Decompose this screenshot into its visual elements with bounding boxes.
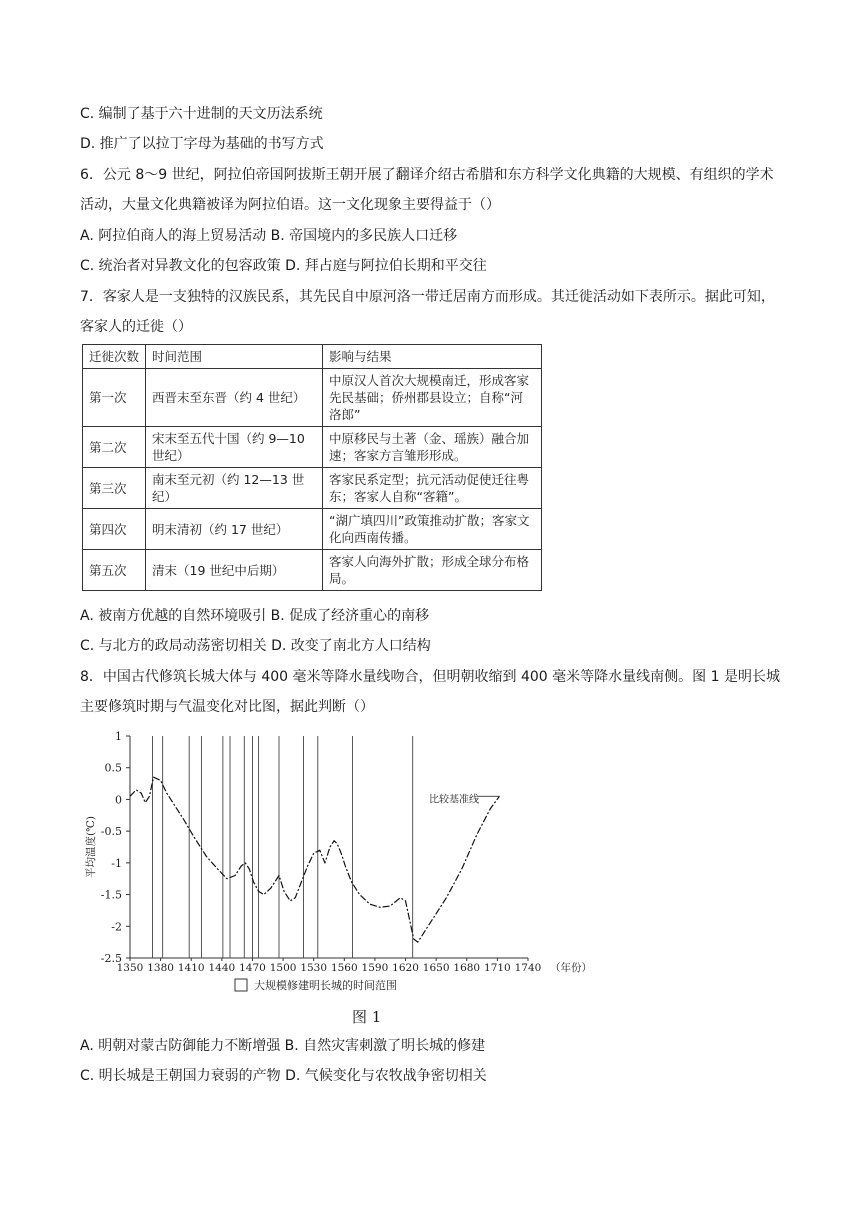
y-axis-label: 平均温度(℃): [85, 816, 97, 878]
baseline-label: 比较基准线: [429, 794, 480, 806]
y-tick-label: -1: [111, 856, 122, 870]
x-tick-label: 1560: [330, 962, 358, 974]
table-cell: 中原移民与土著（金、瑶族）融合加速；客家方言雏形形成。: [323, 427, 542, 468]
table-row: [83, 468, 542, 509]
x-tick-label: 1440: [208, 962, 236, 974]
table-row: [83, 509, 542, 550]
legend-swatch: [235, 979, 247, 991]
q7-options-cd: C. 与北方的政局动荡密切相关 D. 改变了南北方人口结构: [80, 638, 431, 654]
q5-option-c: C. 编制了基于六十进制的天文历法系统: [80, 106, 323, 122]
table-cell: 西晋末至东晋（约 4 世纪）: [146, 369, 323, 427]
header-cell: 迁徙次数: [83, 345, 146, 369]
figure-caption: 图 1: [352, 1008, 382, 1026]
y-tick-label: 0: [115, 793, 122, 807]
table-cell: 第三次: [83, 468, 146, 509]
table-cell: 明末清初（约 17 世纪）: [146, 509, 323, 550]
x-tick-label: 1350: [116, 962, 144, 974]
x-tick-label: 1650: [422, 962, 450, 974]
header-cell: 影响与结果: [323, 345, 542, 369]
x-tick-label: 1590: [361, 962, 389, 974]
y-tick-label: 1: [115, 730, 122, 743]
table-row: [83, 369, 542, 427]
x-tick-label: 1710: [484, 962, 511, 974]
y-tick-label: -2.5: [100, 952, 122, 965]
q7-stem: 7．客家人是一支独特的汉族民系，其先民自中原河洛一带迁居南方而形成。其迁徙活动如下表所示。据此可知，客家人的迁徙（）: [80, 289, 775, 335]
table-row: [83, 550, 542, 591]
table-cell: 客家人向海外扩散；形成全球分布格局。: [323, 550, 542, 591]
x-tick-label: 1410: [177, 962, 205, 974]
table-header-row: [83, 345, 542, 369]
table-cell: 第二次: [83, 427, 146, 468]
header-cell: 时间范围: [146, 345, 323, 369]
x-tick-label: 1470: [239, 962, 266, 974]
table-cell: 第四次: [83, 509, 146, 550]
temperature-chart: [80, 728, 600, 1000]
q6-stem: 6．公元 8～9 世纪，阿拉伯帝国阿拔斯王朝开展了翻译介绍古希腊和东方科学文化典籍的大规模、有组织的学术活动，大量文化典籍被译为阿拉伯语。这一文化现象主要得益于（）: [80, 167, 774, 213]
q8-options-cd: C. 明长城是王朝国力衰弱的产物 D. 气候变化与农牧战争密切相关: [80, 1068, 487, 1084]
legend-label: 大规模修建明长城的时间范围: [254, 979, 397, 992]
table-cell: 第一次: [83, 369, 146, 427]
y-tick-label: 0.5: [104, 761, 122, 775]
x-axis-label: （年份）: [550, 962, 592, 974]
migration-table: [82, 344, 542, 591]
table-cell: 客家民系定型；抗元活动促使迁往粤东；客家人自称“客籍”。: [323, 468, 542, 509]
table-row: [83, 427, 542, 468]
x-tick-label: 1740: [514, 962, 542, 974]
x-tick-label: 1500: [269, 962, 297, 974]
table-cell: 宋末至五代十国（约 9—10 世纪）: [146, 427, 323, 468]
q8-stem: 8．中国古代修筑长城大体与 400 毫米等降水量线吻合，但明朝收缩到 400 毫米等降水量线南侧。图 1 是明长城主要修筑时期与气温变化对比图，据此判断（）: [80, 669, 780, 715]
table-cell: “湖广填四川”政策推动扩散；客家文化向西南传播。: [323, 509, 542, 550]
x-tick-label: 1380: [147, 962, 174, 974]
table-cell: 清末（19 世纪中后期）: [146, 550, 323, 591]
x-tick-label: 1680: [453, 962, 481, 974]
y-tick-label: -0.5: [100, 825, 122, 839]
y-tick-label: -2: [111, 920, 122, 934]
q6-options-ab: A. 阿拉伯商人的海上贸易活动 B. 帝国境内的多民族人口迁移: [80, 228, 458, 244]
q8-options-ab: A. 明朝对蒙古防御能力不断增强 B. 自然灾害刺激了明长城的修建: [80, 1038, 486, 1054]
x-tick-label: 1620: [392, 962, 419, 974]
table-cell: 第五次: [83, 550, 146, 591]
y-tick-label: -1.5: [100, 888, 122, 902]
q7-options-ab: A. 被南方优越的自然环境吸引 B. 促成了经济重心的南移: [80, 608, 430, 624]
q5-option-d: D. 推广了以拉丁字母为基础的书写方式: [80, 136, 324, 152]
table-cell: 南末至元初（约 12—13 世纪）: [146, 468, 323, 509]
table-cell: 中原汉人首次大规模南迁，形成客家先民基础；侨州郡县设立；自称“河洛郎”: [323, 369, 542, 427]
q6-options-cd: C. 统治者对异教文化的包容政策 D. 拜占庭与阿拉伯长期和平交往: [80, 258, 487, 274]
x-tick-label: 1530: [300, 962, 328, 974]
